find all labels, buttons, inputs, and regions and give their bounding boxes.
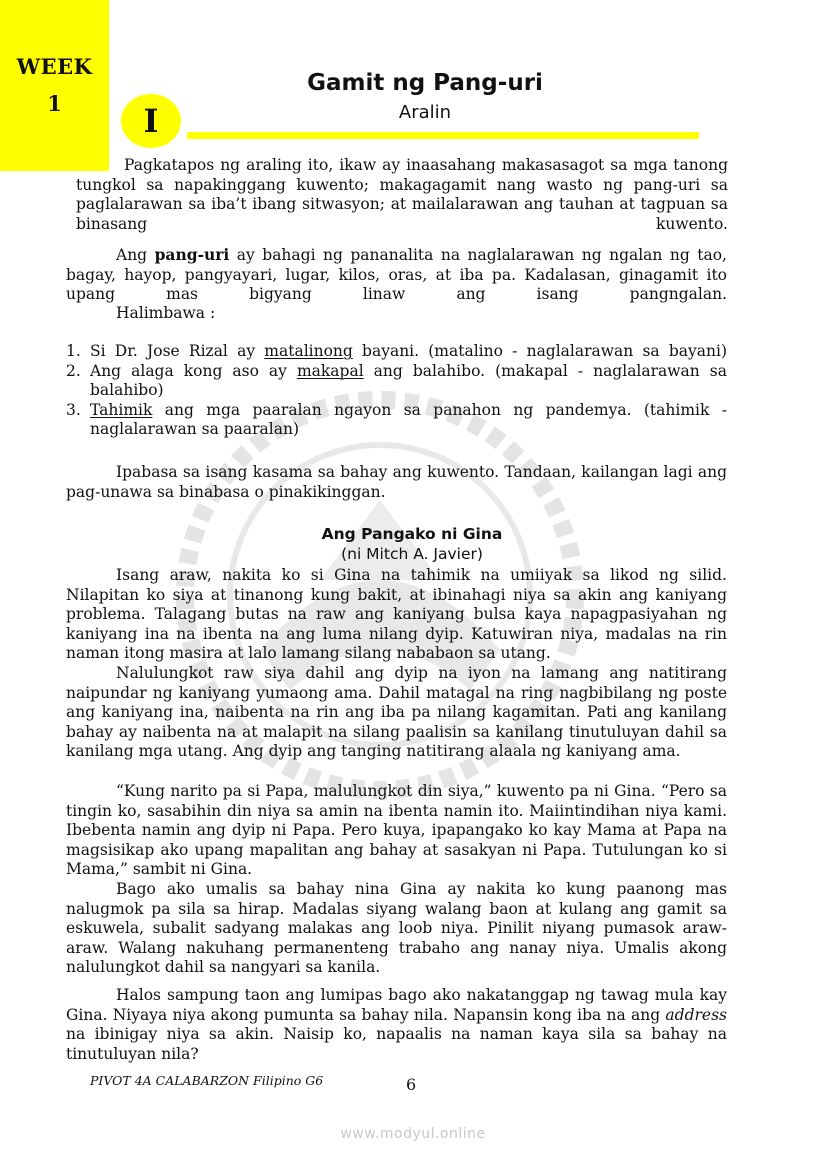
- story-paragraph-4: Bago ako umalis sa bahay nina Gina ay nakita ko kung paanong mas nalugmok pa sila sa hirap. Madalas siyang walang baon at kulang ang gamit sa eskuwela, subalit sadyang malakas ang loob niya. Pinilit niyang pumasok araw-araw. Walang nakuhang permanenteng trabaho ang nanay niya. Umalis akong nalulungkot dahil sa nangyari sa kanila.: [66, 880, 727, 977]
- intro-paragraph: Pagkatapos ng araling ito, ikaw ay inaasahang makasasagot sa mga tanong tungkol sa napakinggang kuwento; makagagamit nang wasto ng pang-uri sa paglalarawan sa iba’t ibang sitwasyon; at mailalarawan ang tauhan at tagpuan sa binasang kuwento.: [76, 156, 728, 233]
- lesson-title: Gamit ng Pang-uri: [307, 70, 543, 96]
- story-paragraph-1: Isang araw, nakita ko si Gina na tahimik na umiiyak sa likod ng silid. Nilapitan ko siya at tinanong kung bakit, at ibinahagi niya sa akin ang kaniyang problema. Talagang butas na raw ang kaniyang bulsa kaya napagpasiyahan ng kaniyang ina na ibenta na ang luma nilang dyip. Katuwiran niya, madalas na rin naman itong masira at lalo lamang silang nababaon sa utang.: [66, 566, 727, 663]
- reading-instruction: Ipabasa sa isang kasama sa bahay ang kuwento. Tandaan, kailangan lagi ang pag-unawa sa binabasa o pinakikinggan.: [66, 463, 727, 501]
- story-paragraph-5: Halos sampung taon ang lumipas bago ako nakatanggap ng tawag mula kay Gina. Niyaya niya akong pumunta sa bahay nila. Napansin kong iba na ang address na ibinigay niya sa akin. Naisip ko, napaalis na naman kaya sila sa bahay na tinutuluyan nila?: [66, 986, 727, 1063]
- story-title: Ang Pangako ni Gina: [321, 525, 503, 543]
- phase-circle: I: [121, 94, 181, 148]
- list-item: 1. Si Dr. Jose Rizal ay matalinong bayani. (matalino - naglalarawan sa bayani): [66, 342, 728, 360]
- title-underline-bar: [187, 132, 699, 139]
- list-item: 2. Ang alaga kong aso ay makapal ang balahibo. (makapal - naglalarawan sa balahibo): [66, 361, 727, 400]
- week-badge: [0, 0, 109, 171]
- footer-source: PIVOT 4A CALABARZON Filipino G6: [90, 1073, 324, 1088]
- story-author: (ni Mitch A. Javier): [341, 545, 483, 563]
- week-label: WEEK: [16, 54, 93, 79]
- list-item: 3. Tahimik ang mga paaralan ngayon sa panahon ng pandemya. (tahimik - naglalarawan sa paaralan): [66, 400, 727, 439]
- examples-list: [66, 342, 727, 440]
- week-number: 1: [47, 91, 62, 116]
- story-paragraph-2: Nalulungkot raw siya dahil ang dyip na iyon na lamang ang natitirang naipundar ng kaniyang yumaong ama. Dahil matagal na ring nagbibilang ng poste ang kaniyang ina, naibenta na rin ang iba pa nilang kagamitan. Pati ang kanilang bahay ay naibenta na at malapit na silang paalisin sa kanilang tinutuluyan dahil sa kanilang mga utang. Ang dyip ang tanging natitirang alaala ng kaniyang ama.: [66, 664, 727, 761]
- lesson-subtitle: Aralin: [398, 102, 452, 123]
- page-number: 6: [406, 1075, 417, 1094]
- definition-paragraph: Ang pang-uri ay bahagi ng pananalita na naglalarawan ng ngalan ng tao, bagay, hayop, pangyayari, lugar, kilos, oras, at iba pa. Kadalasan, ginagamit ito upang mas bigyang linaw ang isang pangngalan.: [66, 245, 727, 304]
- site-watermark: www.modyul.online: [340, 1126, 486, 1142]
- story-paragraph-3: “Kung narito pa si Papa, malulungkot din siya,” kuwento pa ni Gina. “Pero sa tingin ko, sasabihin din niya sa amin na ibenta namin ito. Maiintindihan niya kami. Ibebenta namin ang dyip ni Papa. Pero kuya, ipapangako ko kay Mama at Papa na magsisikap ako upang mapalitan ang bahay at sasakyan ni Papa. Tutulungan ko si Mama,” sambit ni Gina.: [66, 782, 727, 879]
- term-pang-uri: pang-uri: [154, 245, 230, 264]
- example-label: Halimbawa :: [116, 304, 216, 322]
